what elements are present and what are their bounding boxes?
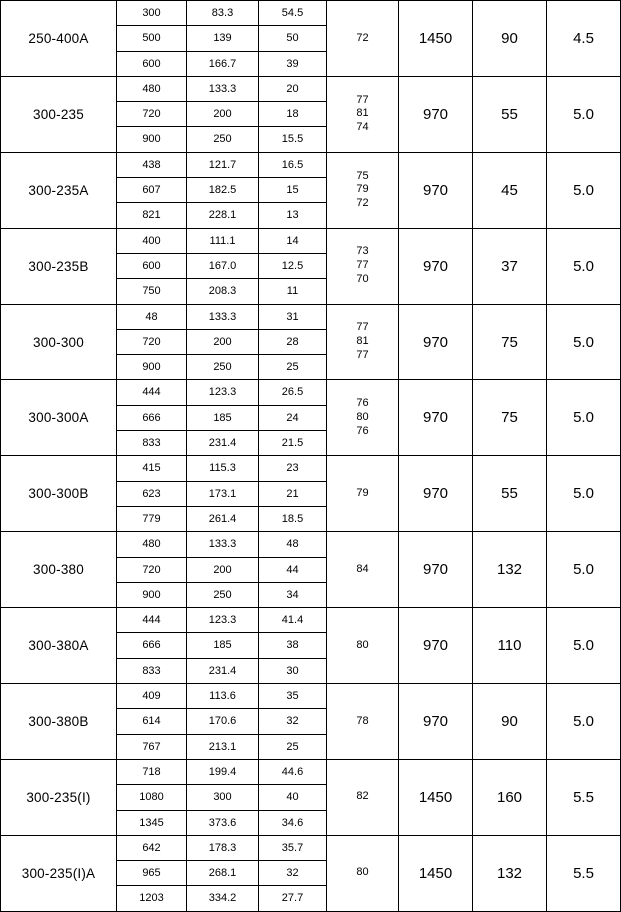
- cell-efficiency: [327, 1, 399, 77]
- cell-efficiency: [327, 759, 399, 835]
- cell-efficiency-line: 78: [356, 714, 369, 727]
- cell-flow-line: 666: [117, 405, 186, 430]
- cell-head-line: 133.3: [208, 82, 237, 95]
- table-row: [1, 152, 621, 228]
- cell-flow: [117, 532, 187, 608]
- cell-efficiency-line: 81: [356, 335, 369, 348]
- cell-efficiency-line: 81: [356, 107, 369, 120]
- cell-npsh-line: 54.5: [281, 7, 304, 19]
- cell-speed: 970: [399, 608, 473, 684]
- cell-head: [187, 835, 259, 911]
- cell-npsh-line: 11: [259, 278, 326, 303]
- cell-flow-line: 444: [142, 614, 161, 627]
- cell-npsh-line: 35.7: [281, 841, 304, 854]
- cell-flow: [117, 1, 187, 77]
- cell-efficiency: [327, 532, 399, 608]
- cell-npsh-line: 14: [286, 234, 299, 247]
- cell-speed: 970: [399, 532, 473, 608]
- cell-flow: [117, 684, 187, 760]
- cell-flow-line: 614: [117, 708, 186, 733]
- cell-model: 300-235: [1, 76, 117, 152]
- cell-npsh: [259, 152, 327, 228]
- cell-head-line: 173.1: [187, 481, 258, 506]
- table-row: [1, 456, 621, 532]
- cell-head-line: 170.6: [187, 708, 258, 733]
- cell-head-line: 139: [187, 25, 258, 50]
- cell-flow: [117, 76, 187, 152]
- cell-flow-line: 300: [142, 7, 161, 19]
- cell-head: [187, 228, 259, 304]
- table-row: [1, 684, 621, 760]
- cell-model: 300-380: [1, 532, 117, 608]
- table-row: [1, 76, 621, 152]
- cell-head-line: 208.3: [187, 278, 258, 303]
- cell-last: 5.0: [547, 228, 621, 304]
- cell-flow-line: 607: [117, 177, 186, 202]
- cell-efficiency-line: 76: [356, 424, 369, 437]
- cell-last: 5.0: [547, 456, 621, 532]
- table-row: [1, 759, 621, 835]
- cell-npsh-line: 25: [259, 734, 326, 759]
- cell-npsh-line: 15: [259, 177, 326, 202]
- cell-npsh-line: 20: [286, 82, 299, 95]
- table-row: [1, 608, 621, 684]
- cell-speed: 970: [399, 380, 473, 456]
- cell-flow-line: 400: [142, 234, 161, 247]
- cell-power: 132: [473, 532, 547, 608]
- cell-flow-line: 500: [117, 25, 186, 50]
- cell-efficiency-line: 77: [356, 348, 369, 361]
- cell-power: 90: [473, 684, 547, 760]
- cell-efficiency-line: 80: [356, 638, 369, 651]
- cell-head-line: 268.1: [187, 860, 258, 885]
- cell-speed: 970: [399, 456, 473, 532]
- cell-power: 110: [473, 608, 547, 684]
- cell-efficiency-line: 72: [356, 31, 369, 44]
- cell-power: 45: [473, 152, 547, 228]
- table-row: [1, 1, 621, 77]
- cell-last: 5.0: [547, 532, 621, 608]
- cell-speed: 970: [399, 304, 473, 380]
- cell-npsh-line: 23: [286, 462, 299, 475]
- cell-head-line: 300: [187, 784, 258, 809]
- cell-head-line: 334.2: [187, 885, 258, 910]
- cell-npsh-line: 15.5: [259, 126, 326, 151]
- cell-flow-line: 965: [117, 860, 186, 885]
- cell-flow: [117, 456, 187, 532]
- cell-head-line: 123.3: [208, 386, 237, 399]
- cell-head-line: 121.7: [208, 158, 237, 171]
- cell-flow-line: 720: [117, 101, 186, 126]
- cell-efficiency-line: 76: [356, 397, 369, 410]
- cell-efficiency-line: 70: [356, 272, 369, 285]
- cell-model: 300-235B: [1, 228, 117, 304]
- cell-efficiency: [327, 456, 399, 532]
- table-row: [1, 304, 621, 380]
- cell-npsh-line: 32: [259, 708, 326, 733]
- cell-efficiency: [327, 684, 399, 760]
- cell-npsh-line: 21.5: [259, 430, 326, 455]
- cell-efficiency: [327, 835, 399, 911]
- cell-efficiency: [327, 228, 399, 304]
- cell-head-line: 261.4: [187, 506, 258, 531]
- cell-head: [187, 456, 259, 532]
- cell-npsh-line: 12.5: [259, 253, 326, 278]
- cell-efficiency-line: 82: [356, 790, 369, 803]
- cell-power: 132: [473, 835, 547, 911]
- cell-flow-line: 821: [117, 202, 186, 227]
- cell-head-line: 185: [187, 405, 258, 430]
- cell-head: [187, 532, 259, 608]
- cell-npsh-line: 25: [259, 354, 326, 379]
- cell-npsh: [259, 532, 327, 608]
- cell-npsh-line: 34: [259, 582, 326, 607]
- cell-head: [187, 380, 259, 456]
- cell-last: 5.0: [547, 152, 621, 228]
- cell-head: [187, 304, 259, 380]
- cell-head: [187, 684, 259, 760]
- cell-last: 5.0: [547, 684, 621, 760]
- cell-head-line: 373.6: [187, 810, 258, 835]
- cell-npsh-line: 41.4: [281, 614, 304, 627]
- cell-flow-line: 900: [117, 126, 186, 151]
- cell-efficiency-line: 74: [356, 121, 369, 134]
- cell-last: 5.0: [547, 304, 621, 380]
- cell-efficiency-line: 77: [356, 93, 369, 106]
- cell-power: 55: [473, 456, 547, 532]
- cell-efficiency: [327, 76, 399, 152]
- cell-npsh-line: 44: [259, 557, 326, 582]
- table-row: [1, 532, 621, 608]
- cell-head-line: 200: [187, 557, 258, 582]
- cell-model: 300-235A: [1, 152, 117, 228]
- cell-flow-line: 1080: [117, 784, 186, 809]
- cell-head-line: 166.7: [187, 51, 258, 76]
- cell-last: 5.5: [547, 759, 621, 835]
- cell-head: [187, 1, 259, 77]
- cell-model: 300-300B: [1, 456, 117, 532]
- cell-npsh-line: 18.5: [259, 506, 326, 531]
- cell-npsh-line: 50: [259, 25, 326, 50]
- table-row: [1, 228, 621, 304]
- cell-flow-line: 1345: [117, 810, 186, 835]
- cell-head-line: 250: [187, 582, 258, 607]
- cell-speed: 1450: [399, 835, 473, 911]
- cell-head-line: 231.4: [187, 658, 258, 683]
- cell-flow-line: 833: [117, 430, 186, 455]
- cell-efficiency-line: 79: [356, 183, 369, 196]
- cell-efficiency: [327, 152, 399, 228]
- cell-last: 5.0: [547, 380, 621, 456]
- cell-efficiency: [327, 608, 399, 684]
- cell-npsh-line: 21: [259, 481, 326, 506]
- cell-flow: [117, 759, 187, 835]
- cell-speed: 970: [399, 684, 473, 760]
- cell-efficiency-line: 72: [356, 197, 369, 210]
- cell-power: 75: [473, 304, 547, 380]
- cell-npsh-line: 35: [286, 690, 299, 703]
- cell-speed: 970: [399, 152, 473, 228]
- cell-flow: [117, 152, 187, 228]
- cell-head-line: 178.3: [208, 841, 237, 854]
- cell-model: 300-300: [1, 304, 117, 380]
- cell-head: [187, 759, 259, 835]
- cell-flow: [117, 380, 187, 456]
- cell-flow-line: 779: [117, 506, 186, 531]
- cell-power: 160: [473, 759, 547, 835]
- cell-npsh: [259, 456, 327, 532]
- cell-flow-line: 600: [117, 253, 186, 278]
- cell-flow-line: 750: [117, 278, 186, 303]
- cell-npsh: [259, 759, 327, 835]
- cell-flow-line: 666: [117, 632, 186, 657]
- cell-head-line: 113.6: [209, 690, 236, 703]
- cell-efficiency-line: 79: [356, 486, 369, 499]
- cell-head: [187, 76, 259, 152]
- cell-npsh-line: 28: [259, 329, 326, 354]
- cell-npsh-line: 31: [286, 310, 299, 323]
- cell-head-line: 182.5: [187, 177, 258, 202]
- cell-efficiency-line: 80: [356, 866, 369, 879]
- cell-head-line: 199.4: [208, 765, 237, 778]
- cell-flow-line: 600: [117, 51, 186, 76]
- cell-flow-line: 444: [142, 386, 161, 399]
- table-body: [1, 1, 621, 912]
- cell-power: 75: [473, 380, 547, 456]
- cell-head-line: 115.3: [209, 462, 236, 475]
- cell-efficiency-line: 80: [356, 411, 369, 424]
- cell-head-line: 231.4: [187, 430, 258, 455]
- cell-flow-line: 642: [142, 841, 161, 854]
- cell-last: 4.5: [547, 1, 621, 77]
- cell-npsh-line: 16.5: [281, 158, 304, 171]
- cell-npsh-line: 26.5: [281, 386, 304, 399]
- cell-flow-line: 720: [117, 557, 186, 582]
- cell-last: 5.5: [547, 835, 621, 911]
- cell-head-line: 83.3: [211, 7, 234, 19]
- cell-flow-line: 480: [142, 82, 161, 95]
- cell-flow-line: 438: [142, 158, 161, 171]
- cell-speed: 970: [399, 228, 473, 304]
- cell-flow-line: 409: [142, 690, 161, 703]
- cell-flow-line: 623: [117, 481, 186, 506]
- cell-npsh: [259, 608, 327, 684]
- cell-flow-line: 833: [117, 658, 186, 683]
- cell-head-line: 213.1: [187, 734, 258, 759]
- cell-npsh-line: 18: [259, 101, 326, 126]
- cell-efficiency-line: 75: [356, 169, 369, 182]
- cell-model: 250-400A: [1, 1, 117, 77]
- cell-head-line: 200: [187, 101, 258, 126]
- cell-flow-line: 900: [117, 582, 186, 607]
- cell-head-line: 250: [187, 354, 258, 379]
- cell-flow: [117, 608, 187, 684]
- cell-model: 300-380B: [1, 684, 117, 760]
- cell-npsh-line: 44.6: [281, 765, 304, 778]
- cell-npsh-line: 32: [259, 860, 326, 885]
- cell-head: [187, 608, 259, 684]
- cell-speed: 1450: [399, 759, 473, 835]
- cell-last: 5.0: [547, 76, 621, 152]
- cell-speed: 970: [399, 76, 473, 152]
- cell-flow-line: 415: [142, 462, 161, 475]
- cell-npsh: [259, 228, 327, 304]
- cell-flow-line: 900: [117, 354, 186, 379]
- cell-npsh-line: 39: [259, 51, 326, 76]
- cell-npsh-line: 38: [259, 632, 326, 657]
- cell-head-line: 167.0: [187, 253, 258, 278]
- cell-model: 300-300A: [1, 380, 117, 456]
- cell-head-line: 228.1: [187, 202, 258, 227]
- cell-npsh: [259, 684, 327, 760]
- cell-flow-line: 480: [142, 538, 161, 551]
- cell-head-line: 133.3: [208, 310, 237, 323]
- table-row: [1, 835, 621, 911]
- cell-head-line: 185: [187, 632, 258, 657]
- cell-flow-line: 720: [117, 329, 186, 354]
- cell-efficiency-line: 77: [356, 259, 369, 272]
- cell-power: 55: [473, 76, 547, 152]
- cell-power: 37: [473, 228, 547, 304]
- cell-npsh-line: 27.7: [259, 885, 326, 910]
- table-row: [1, 380, 621, 456]
- cell-model: 300-235(I): [1, 759, 117, 835]
- cell-last: 5.0: [547, 608, 621, 684]
- cell-npsh-line: 30: [259, 658, 326, 683]
- cell-efficiency-line: 84: [356, 562, 369, 575]
- cell-head: [187, 152, 259, 228]
- cell-npsh: [259, 76, 327, 152]
- cell-head-line: 133.3: [208, 538, 237, 551]
- cell-npsh: [259, 304, 327, 380]
- cell-model: 300-235(I)A: [1, 835, 117, 911]
- cell-flow-line: 1203: [117, 885, 186, 910]
- cell-flow-line: 718: [142, 765, 161, 778]
- cell-power: 90: [473, 1, 547, 77]
- cell-npsh: [259, 1, 327, 77]
- cell-head-line: 123.3: [208, 614, 237, 627]
- cell-efficiency: [327, 380, 399, 456]
- cell-efficiency-line: 73: [356, 245, 369, 258]
- cell-npsh-line: 40: [259, 784, 326, 809]
- cell-npsh-line: 13: [259, 202, 326, 227]
- cell-npsh-line: 48: [286, 538, 299, 551]
- cell-flow: [117, 228, 187, 304]
- cell-efficiency: [327, 304, 399, 380]
- cell-flow-line: 767: [117, 734, 186, 759]
- cell-flow: [117, 835, 187, 911]
- cell-npsh-line: 24: [259, 405, 326, 430]
- cell-head-line: 111.1: [209, 234, 236, 247]
- cell-speed: 1450: [399, 1, 473, 77]
- cell-head-line: 200: [187, 329, 258, 354]
- cell-head-line: 250: [187, 126, 258, 151]
- cell-npsh: [259, 380, 327, 456]
- cell-npsh-line: 34.6: [259, 810, 326, 835]
- cell-npsh: [259, 835, 327, 911]
- cell-flow-line: 48: [145, 310, 158, 323]
- cell-model: 300-380A: [1, 608, 117, 684]
- cell-efficiency-line: 77: [356, 321, 369, 334]
- cell-flow: [117, 304, 187, 380]
